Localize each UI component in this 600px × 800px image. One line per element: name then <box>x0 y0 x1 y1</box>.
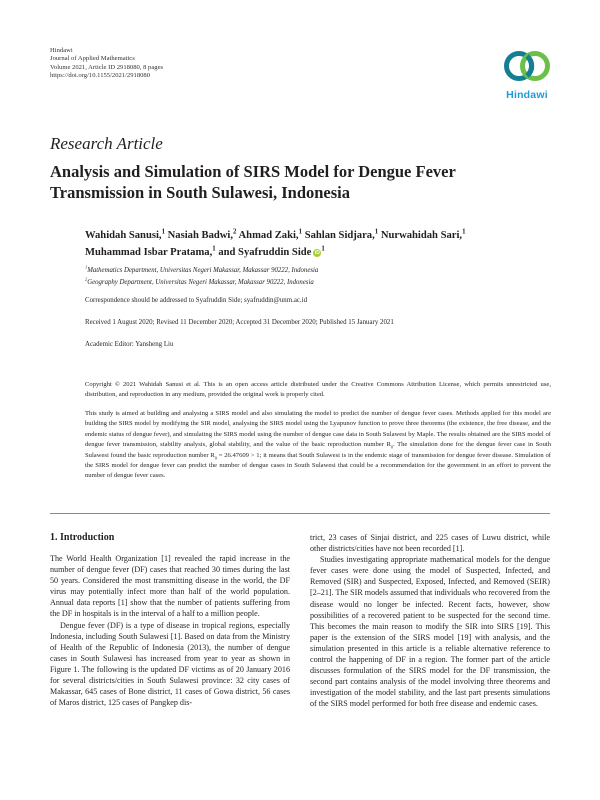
abstract: This study is aimed at building and analysing a SIRS model and also simulating the model to predict the number of dengue fever cases. Methods applied for this model are building the SIRS model by modifying the SIR model, analysing the SIRS model using the Lyapunov function to prove three theorems (the existence, the free disease, and the endemic status of dengue fever), and simulating the SIRS model using the number of dengue case data in South Sulawesi by Maple. The results obtained are the SIRS model of dengue fever transmission, stability analysis, global stability, and the value of the basic reproduction number $R_0$. The simulation done for the dengue fever case in South Sulawesi found the basic reproduction number $R_0 = 26.47609 > 1$; it means that South Sulawesi is in the endemic stage of transmission for dengue fever disease. Simulation of the SIRS model for dengue fever can predict the number of dengue cases in South Sulawesi that could be a recommendation for the government in an effort to prevent the number of dengue fever cases. <box>85 410 551 480</box>
paragraph: The World Health Organization [1] revealed the rapid increase in the number of dengue fever (DF) cases that reached 30 times during the last 50 years. Considered the most transmitting disease in the world, the DF virus may potentially infect more than half of the world population. Annual data reports [1] show that the number of patients suffering from the DF in hospitals is in the interval of a half to a million people. <box>50 554 290 619</box>
author-list <box>85 227 555 261</box>
journal-publisher: Hindawi <box>50 47 73 54</box>
affiliations <box>85 265 545 288</box>
title-line: Analysis and Simulation of SIRS Model for Dengue Fever <box>50 162 456 181</box>
body-column-left <box>50 532 290 708</box>
journal-name: Journal of Applied Mathematics <box>50 55 135 63</box>
body-column-right <box>310 532 550 710</box>
paragraph: Dengue fever (DF) is a type of disease in tropical regions, especially Indonesia, including South Sulawesi [1]. Based on data from the Ministry of Health of the Republic of Indonesia (2013), the number of dengue cases in South Sulawesi has increased from year to year as shown in Figure 1. The following is the updated DF victims as of 20 January 2016 for several districts/cities in South Sulawesi province: 32 city cases of Makassar, 645 cases of Bone district, 11 cases of Gowa district, 56 cases of Maros district, 125 cases of Pangkep dis- <box>50 620 290 708</box>
journal-header <box>50 47 310 81</box>
author: Nurwahidah Sari,$^1$ <box>380 228 466 241</box>
author: Nasiah Badwi,$^2$ <box>167 228 237 241</box>
academic-editor: Academic Editor: Yansheng Liu <box>85 341 174 348</box>
paragraph: trict, 23 cases of Sinjai district, and 225 cases of Luwu district, while other districts/cities have not been recorded [1]. <box>310 533 550 554</box>
author: Ahmad Zaki,$^1$ <box>238 228 303 241</box>
hindawi-logo <box>498 47 556 105</box>
publication-dates: Received 1 August 2020; Revised 11 December 2020; Accepted 31 December 2020; Published 15 January 2021 <box>85 319 394 326</box>
journal-volume: Volume 2021, Article ID 2918080, 8 pages <box>50 63 164 71</box>
section-divider <box>50 513 550 514</box>
author: Sahlan Sidjara,$^1$ <box>304 228 379 241</box>
hindawi-rings-icon <box>502 47 552 87</box>
orcid-icon[interactable]: iD <box>314 250 320 256</box>
logo-text: Hindawi <box>506 89 548 101</box>
affiliation: $^1$Mathematics Department, Universitas Negeri Makassar, Makassar 90222, Indonesia <box>85 264 319 274</box>
affiliation: $^2$Geography Department, Universitas Negeri Makassar, Makassar 90222, Indonesia <box>85 276 314 286</box>
author: Wahidah Sanusi,$^1$ <box>85 228 165 241</box>
title-line: Transmission in South Sulawesi, Indonesia <box>50 183 351 202</box>
copyright-notice: Copyright © 2021 Wahidah Sanusi et al. This is an open access article distributed under the Creative Commons Attribution License, which permits unrestricted use, distribution, and reproduction in any medium, provided the original work is properly cited. <box>85 381 551 399</box>
paragraph: Studies investigating appropriate mathematical models for the dengue fever cases were done using the model of Suspected, Infected, and Removed (SIR) and Suspected, Exposed, Infected, and Removed (SEIR) [2–21]. The SIR models assumed that individuals who recovered from the disease would no longer be infected. Recent facts, however, show possibilities of a recovered patient to be suspected for the second time. This becomes the main reason to modify the SIR into SIRS [19]. This paper is the extension of the SIRS model [19] with analysis, and the simulation presented in this article is a reliable alternative reference to control the happening of DF in a region. The former part of the article discusses formulation of the SIRS model for the DF transmission, the second part contains analysis of the model involving three theorems and investigation of the model stability, and the last part presents simulations of the SIRS model performed for both free disease and endemic cases. <box>310 555 550 709</box>
article-type: Research Article <box>50 134 163 153</box>
section-heading: 1. Introduction <box>50 532 115 543</box>
correspondence: Correspondence should be addressed to Syafruddin Side; syafruddin@unm.ac.id <box>85 297 308 304</box>
author: Muhammad Isbar Pratama,$^1$ <box>85 245 216 258</box>
author: and Syafruddin Side $iD^1$ <box>218 245 325 258</box>
journal-doi[interactable]: https://doi.org/10.1155/2021/2918080 <box>50 72 151 80</box>
paper-title <box>50 161 550 203</box>
